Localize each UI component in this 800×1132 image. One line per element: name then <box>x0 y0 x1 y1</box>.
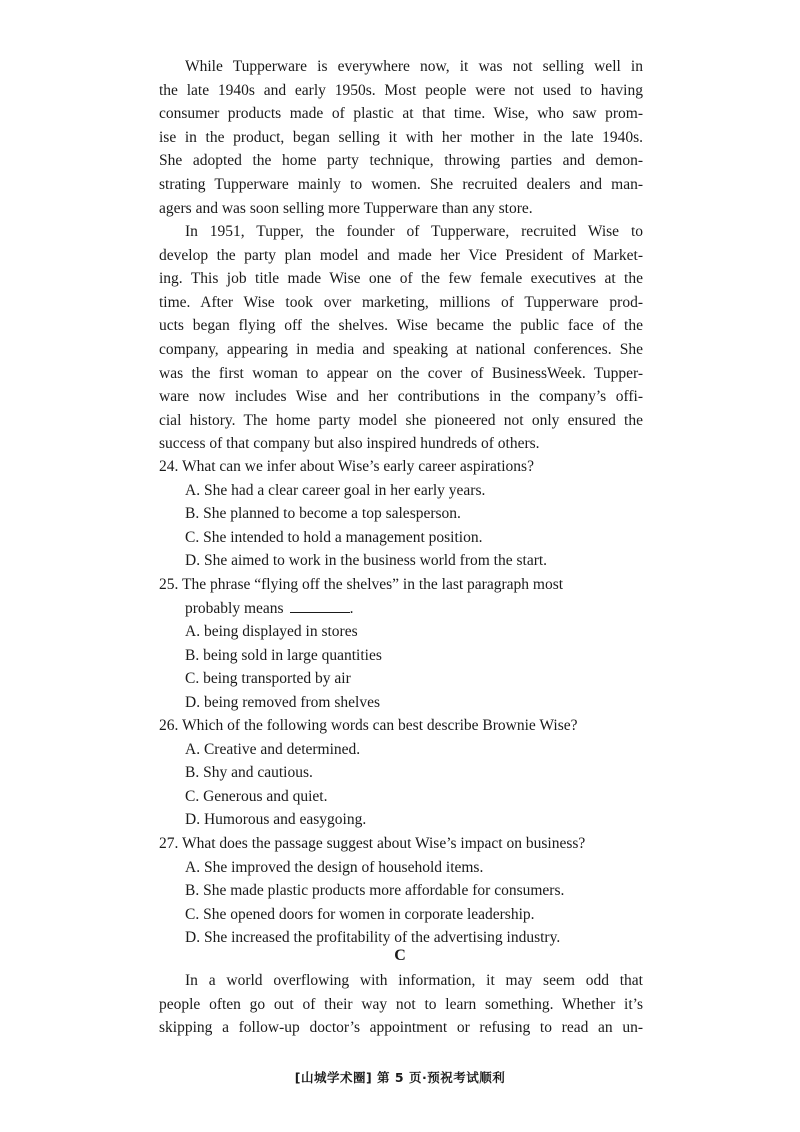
text-line: In 1951, Tupper, the founder of Tupperware, recruited Wise to <box>185 223 643 240</box>
passage-b-paragraph-1 <box>159 55 643 220</box>
option-c: C. She intended to hold a management position. <box>185 528 483 546</box>
text-line: While Tupperware is everywhere now, it was not selling well in <box>185 58 643 75</box>
question-stem-text: probably means <box>185 599 284 617</box>
question-27 <box>159 832 643 950</box>
option-a: A. She improved the design of household items. <box>185 858 484 876</box>
passage-c-paragraph-1 <box>159 969 643 1040</box>
text-line: ise in the product, began selling it with her mother in the late 1940s. <box>159 128 643 146</box>
section-heading-c: C <box>394 947 406 964</box>
option-b: B. She made plastic products more affordable for consumers. <box>185 882 565 900</box>
option-d: D. Humorous and easygoing. <box>185 811 367 829</box>
text-line: was the first woman to appear on the cover of BusinessWeek. Tupper- <box>159 364 643 382</box>
text-line: skipping a follow-up doctor’s appointment or refusing to read an un- <box>159 1019 643 1037</box>
option-c: C. being transported by air <box>185 670 351 688</box>
question-stem: 27. What does the passage suggest about Wise’s impact on business? <box>159 835 586 852</box>
option-a: A. Creative and determined. <box>185 740 361 758</box>
passage-b-paragraph-2 <box>159 220 643 456</box>
question-26 <box>159 714 643 832</box>
question-stem: 24. What can we infer about Wise’s early career aspirations? <box>159 458 534 475</box>
text-line: time. After Wise took over marketing, millions of Tupperware prod- <box>159 293 643 311</box>
text-line: strating Tupperware mainly to women. She recruited dealers and man- <box>159 175 643 193</box>
option-b: B. She planned to become a top salesperson. <box>185 505 461 523</box>
question-stem-continued <box>159 597 643 621</box>
text-line: develop the party plan model and made her Vice President of Market- <box>159 246 643 264</box>
question-25 <box>159 573 643 715</box>
question-stem: 25. The phrase “flying off the shelves” in the last paragraph most <box>159 576 564 593</box>
option-a: A. She had a clear career goal in her early years. <box>185 481 486 499</box>
text-line: She adopted the home party technique, throwing parties and demon- <box>159 152 643 170</box>
text-line: ware now includes Wise and her contributions in the company’s offi- <box>159 388 643 406</box>
option-d: D. She increased the profitability of the advertising industry. <box>185 929 561 947</box>
page-footer: [山城学术圈] 第 5 页·预祝考试顺利 <box>294 1070 506 1085</box>
option-b: B. being sold in large quantities <box>185 646 382 664</box>
option-a: A. being displayed in stores <box>185 623 358 641</box>
text-line: company, appearing in media and speaking at national conferences. She <box>159 340 643 358</box>
question-stem: 26. Which of the following words can best describe Brownie Wise? <box>159 717 578 734</box>
option-c: C. She opened doors for women in corporate leadership. <box>185 905 535 923</box>
text-line: agers and was soon selling more Tupperware than any store. <box>159 199 533 217</box>
text-line: In a world overflowing with information, it may seem odd that <box>185 972 643 989</box>
option-d: D. She aimed to work in the business world from the start. <box>185 552 548 570</box>
option-d: D. being removed from shelves <box>185 693 380 711</box>
text-line: ing. This job title made Wise one of the few female executives at the <box>159 270 643 288</box>
text-line: ucts began flying off the shelves. Wise became the public face of the <box>159 317 643 335</box>
option-c: C. Generous and quiet. <box>185 787 328 805</box>
text-line: the late 1940s and early 1950s. Most people were not used to having <box>159 81 643 99</box>
text-line: success of that company but also inspired hundreds of others. <box>159 435 540 453</box>
option-b: B. Shy and cautious. <box>185 764 313 782</box>
question-24 <box>159 455 643 573</box>
text-line: cial history. The home party model she pioneered not only ensured the <box>159 411 643 429</box>
text-line: people often go out of their way not to learn something. Whether it’s <box>159 995 643 1013</box>
text-line: consumer products made of plastic at that time. Wise, who saw prom- <box>159 105 643 123</box>
question-stem-end: . <box>349 599 354 617</box>
answer-blank <box>290 598 350 613</box>
